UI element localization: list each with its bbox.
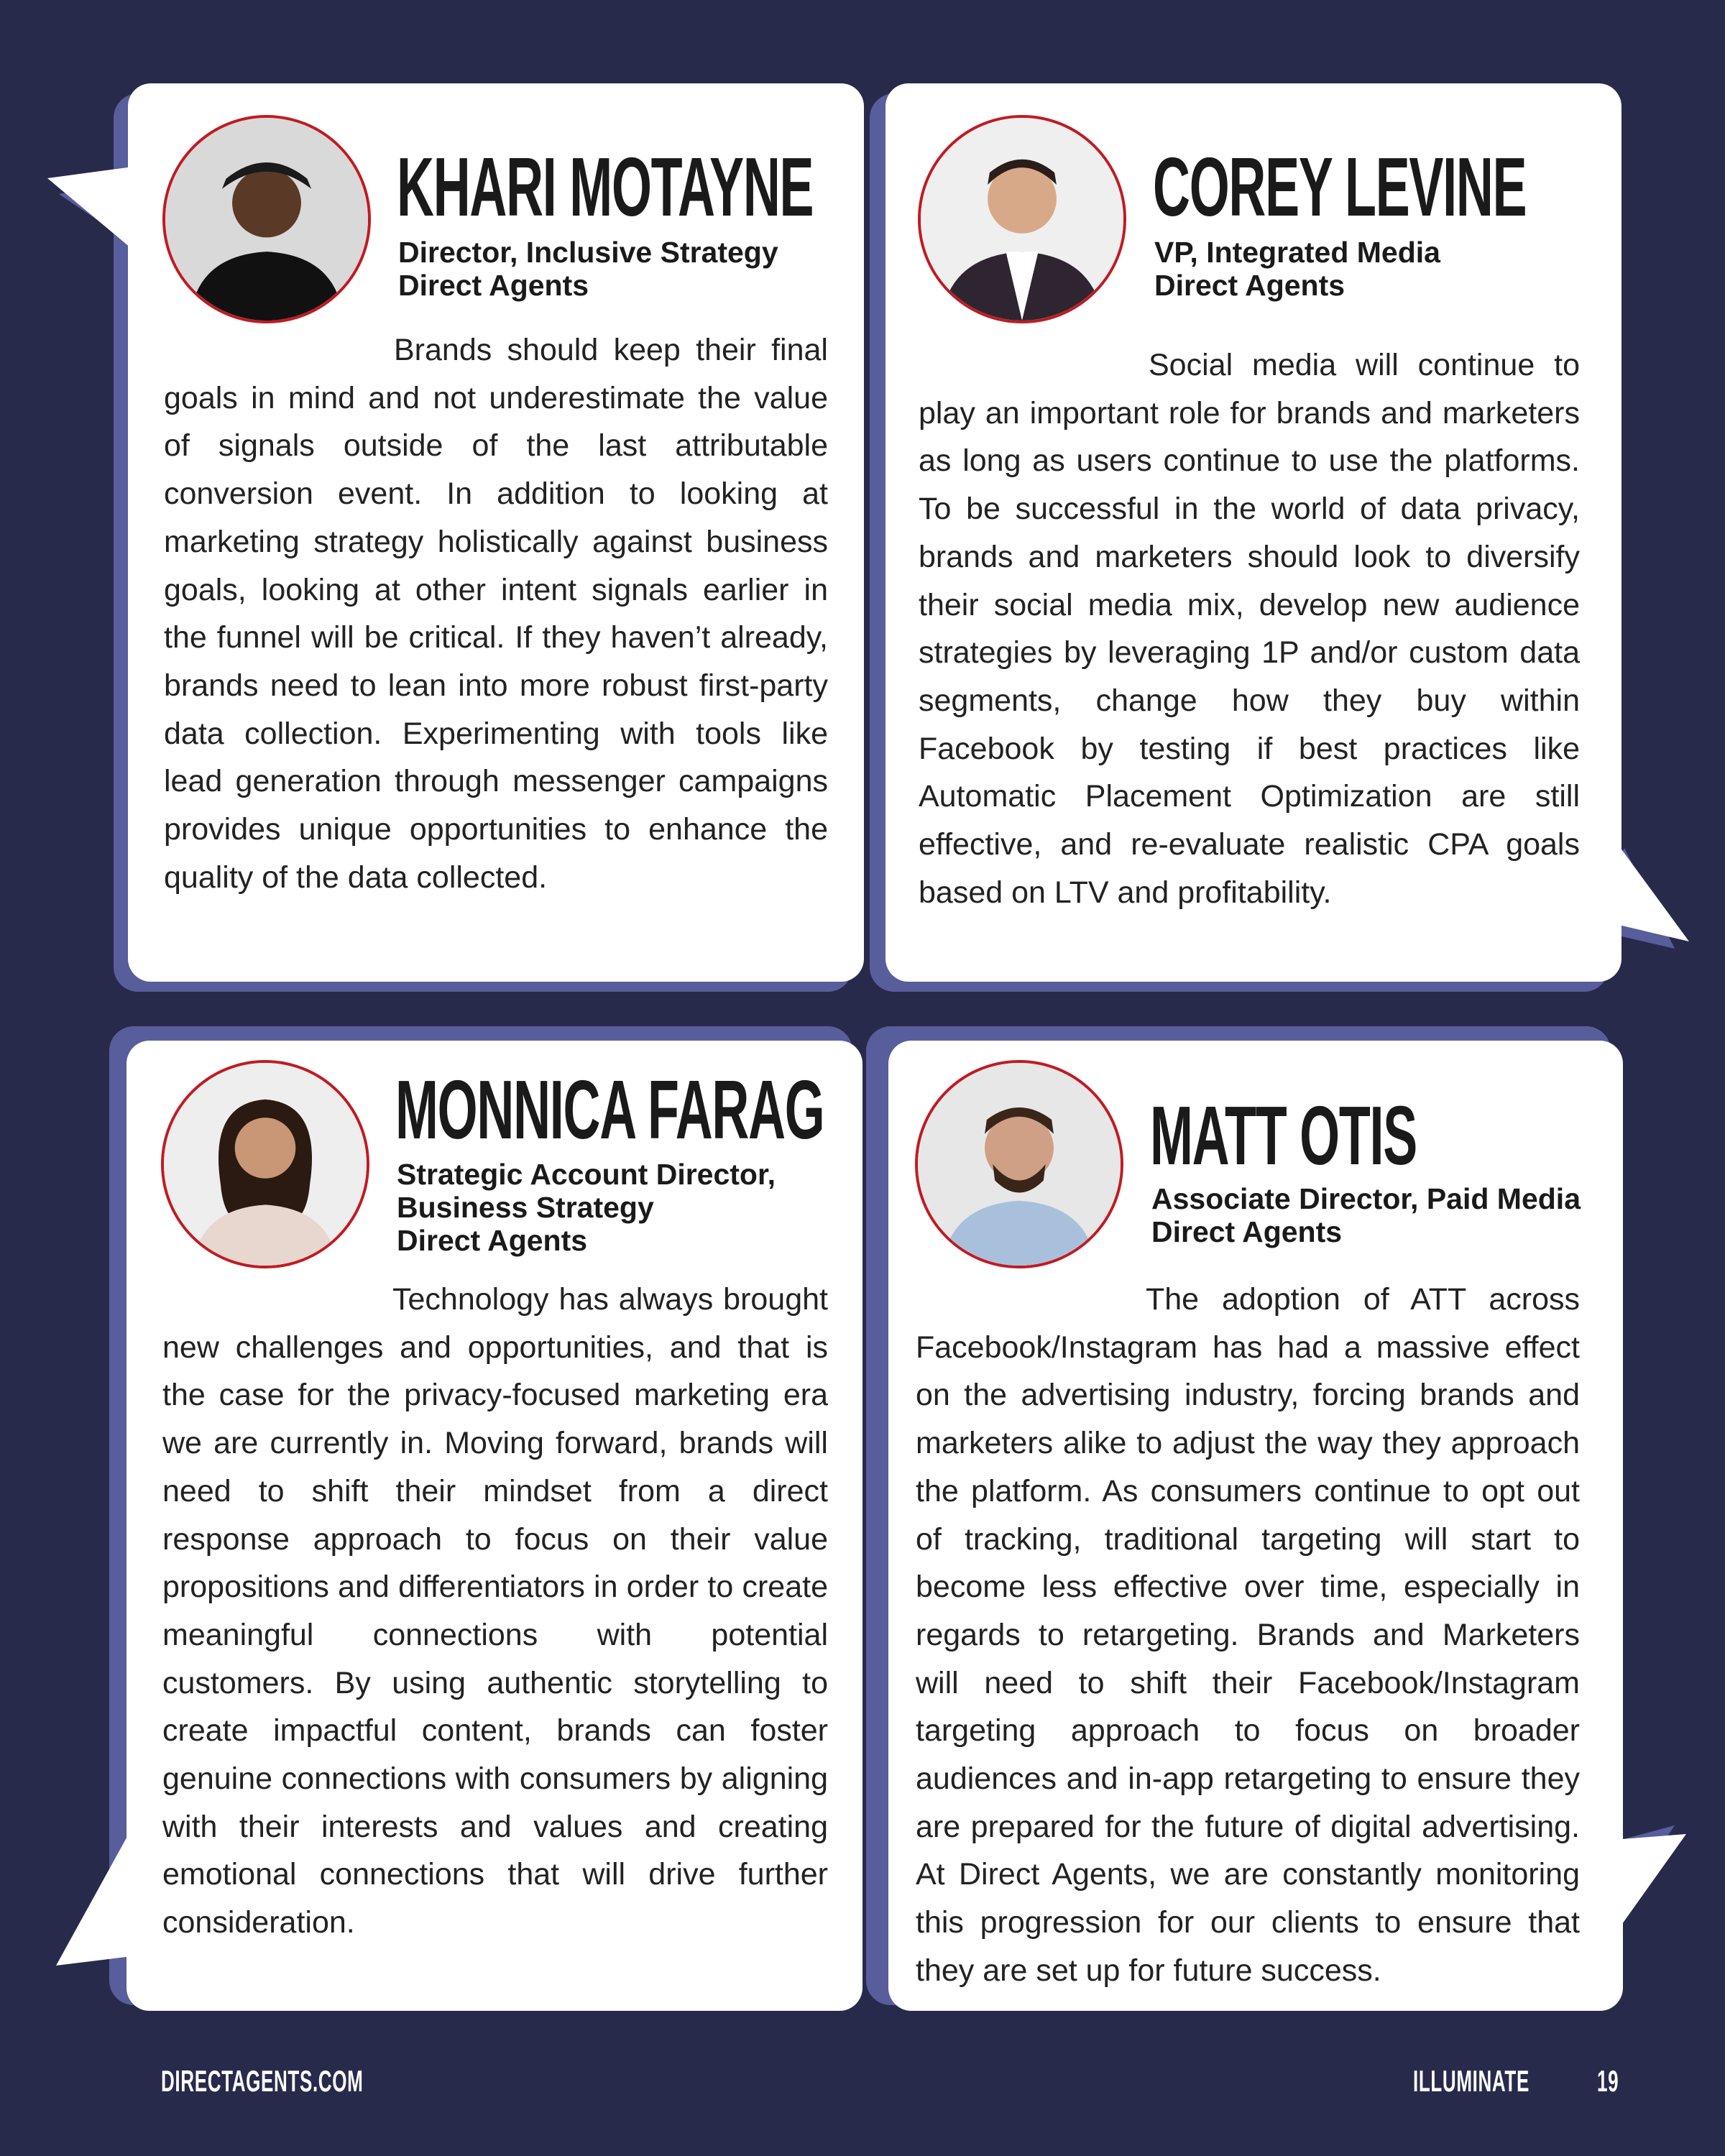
role-line: Direct Agents	[1151, 1215, 1343, 1248]
person-role	[398, 236, 778, 302]
quote-text: Social media will continue to play an important role for brands and marketers as long as users continue to use the platforms. To be successful in the world of data privacy, brands and marketers should look to diversify their social media mix, develop new audience strategies by leveraging 1P and/or custom data segments, change how they buy within Facebook by testing if best practices like Automatic Placement Optimization are still effective, and re-evaluate realistic CPA goals based on LTV and profitability.	[919, 348, 1580, 910]
role-line: VP, Integrated Media	[1154, 236, 1440, 269]
avatar	[161, 1060, 369, 1268]
person-name: COREY LEVINE	[1153, 140, 1527, 234]
footer-publication: ILLUMINATE	[1413, 2064, 1530, 2098]
quote-text: The adoption of ATT across Facebook/Instagram has had a massive effect on the advertising industry, forcing brands and marketers alike to adjust the way they approach the platform. As consumers continue to opt out of tracking, traditional targeting will start to become less effective over time, especially in regards to retargeting. Brands and Marketers will need to shift their Facebook/Instagram targeting approach to focus on broader audiences and in-app retargeting to ensure they are prepared for the future of digital advertising. At Direct Agents, we are constantly monitoring this progression for our clients to ensure that they are set up for future success.	[916, 1282, 1580, 1988]
person-name: KHARI MOTAYNE	[397, 140, 814, 234]
person-role	[1151, 1182, 1581, 1248]
person-name: MATT OTIS	[1150, 1089, 1417, 1182]
avatar	[162, 115, 371, 323]
role-line: Strategic Account Director,	[397, 1158, 776, 1191]
person-role	[1154, 236, 1440, 302]
role-line: Direct Agents	[1154, 269, 1346, 302]
page-number: 19	[1597, 2064, 1619, 2098]
avatar	[915, 1060, 1123, 1268]
footer-website: DIRECTAGENTS.COM	[161, 2064, 364, 2098]
role-line: Director, Inclusive Strategy	[398, 236, 778, 269]
person-name: MONNICA FARAG	[395, 1063, 824, 1156]
person-role	[397, 1158, 776, 1257]
role-line: Direct Agents	[398, 269, 589, 302]
role-line: Direct Agents	[397, 1224, 588, 1257]
quote-text: Brands should keep their final goals in mind and not underestimate the value of signals outside of the last attributable conversion event. In addition to looking at marketing strategy holistically against business goals, looking at other intent signals earlier in the funnel will be critical. If they haven’t already, brands need to lean into more robust first-party data collection. Experimenting with tools like lead generation through messenger campaigns provides unique opportunities to enhance the quality of the data collected.	[164, 333, 828, 895]
role-line: Business Strategy	[397, 1191, 654, 1224]
avatar	[918, 115, 1126, 323]
quote-text: Technology has always brought new challenges and opportunities, and that is the case for the privacy-focused marketing era we are currently in. Moving forward, brands will need to shift their mindset from a direct response approach to focus on their value propositions and differentiators in order to create meaningful connections with potential customers. By using authentic storytelling to create impactful content, brands can foster genuine connections with consumers by aligning with their interests and values and creating emotional connections that will drive further consideration.	[162, 1282, 828, 1940]
role-line: Associate Director, Paid Media	[1151, 1182, 1581, 1215]
